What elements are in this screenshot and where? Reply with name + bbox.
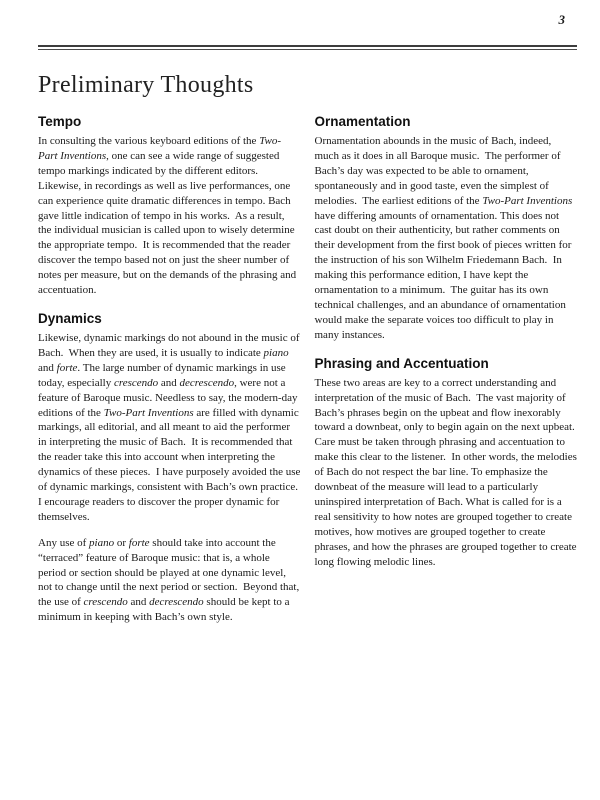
section-ornamentation bbox=[315, 113, 578, 343]
section-phrasing-and-accentuation bbox=[314, 355, 581, 570]
page-title: Preliminary Thoughts bbox=[38, 72, 254, 98]
paragraph: Likewise, dynamic markings do not abound in the music of Bach. When they are used, it is usually to indicate piano and forte. The large number of dynamic markings in use today, especially crescendo and decrescendo, were not a feature of Baroque music. Needless to say, the modern-day editions of the Two-Part Inventions are filled with dynamic markings, all editorial, and all meant to aid the performer in interpreting the music of Bach. It is recommended that the reader take this into account when interpreting the dynamics of these pieces. I have purposely avoided the use of dynamic markings, consistent with Bach’s own practice. I encourage readers to discover the proper dynamic for themselves. bbox=[38, 331, 307, 523]
two-column-layout bbox=[38, 101, 581, 636]
paragraph: In consulting the various keyboard editions of the Two-Part Inventions, one can see a wide range of suggested tempo markings indicated by the different editors. Likewise, in recordings as well as live performances, one can experience quite dramatic differences in tempo. Bach gave little indication of tempo in his works. As a result, the individual musician is called upon to wisely determine the appropriate tempo. It is recommended that the reader discover the tempo based not on just the sheer number of notes per measure, but on the demands of the phrasing and accentuation. bbox=[38, 135, 299, 297]
paragraph: Ornamentation abounds in the music of Bach, indeed, much as it does in all Baroque music. The performer of Bach’s day was expected to be able to ornament, spontaneously and in good taste, even the simplest of melodies. The earliest editions of the Two-Part Inventions have differing amounts of ornamentation. This does not cast doubt on their authenticity, but rather comments on their development from the first book of pieces written for the instruction of his son Wilhelm Friedemann Bach. In making this performance edition, I have kept the ornamentation to a minimum. The guitar has its own technical challenges, and an abundance of ornamentation would make the separate voices too difficult to play in many instances. bbox=[314, 135, 575, 341]
section-tempo bbox=[38, 113, 301, 298]
header-rule-thin-line bbox=[38, 49, 577, 50]
page-number: 3 bbox=[558, 12, 565, 27]
section-heading-tempo: Tempo bbox=[38, 114, 82, 129]
section-heading-dynamics: Dynamics bbox=[38, 310, 102, 326]
page-content bbox=[38, 0, 581, 636]
section-dynamics bbox=[38, 310, 307, 625]
section-heading-ornamentation: Ornamentation bbox=[314, 114, 411, 129]
column-right bbox=[314, 101, 581, 636]
column-left bbox=[38, 101, 307, 636]
header-rule bbox=[38, 45, 577, 50]
section-heading-phrasing-and-accentuation: Phrasing and Accentuation bbox=[314, 355, 489, 371]
paragraph: These two areas are key to a correct understanding and interpretation of the music of Bach. The vast majority of Bach’s phrases begin on the upbeat and flow inexorably toward a downbeat, only to begin again on the next upbeat. Care must be taken through phrasing and accentuation to make this clear to the listener. In other words, the melodies of Bach do not respect the bar line. To emphasize the downbeat of the measure will lead to a particularly uninspired interpretation of Bach. What is called for is a real sensitivity to how notes are grouped together to create motives, how motives are grouped together to create phrases, and how the phrases are grouped together to create long flowing melodic lines. bbox=[314, 376, 581, 568]
paragraph: Any use of piano or forte should take into account the “terraced” feature of Baroque music: that is, a whole period or section should be played at one dynamic level, not to change until the next period or section. Beyond that, the use of crescendo and decrescendo should be kept to a minimum in keeping with Bach’s own style. bbox=[38, 536, 302, 624]
